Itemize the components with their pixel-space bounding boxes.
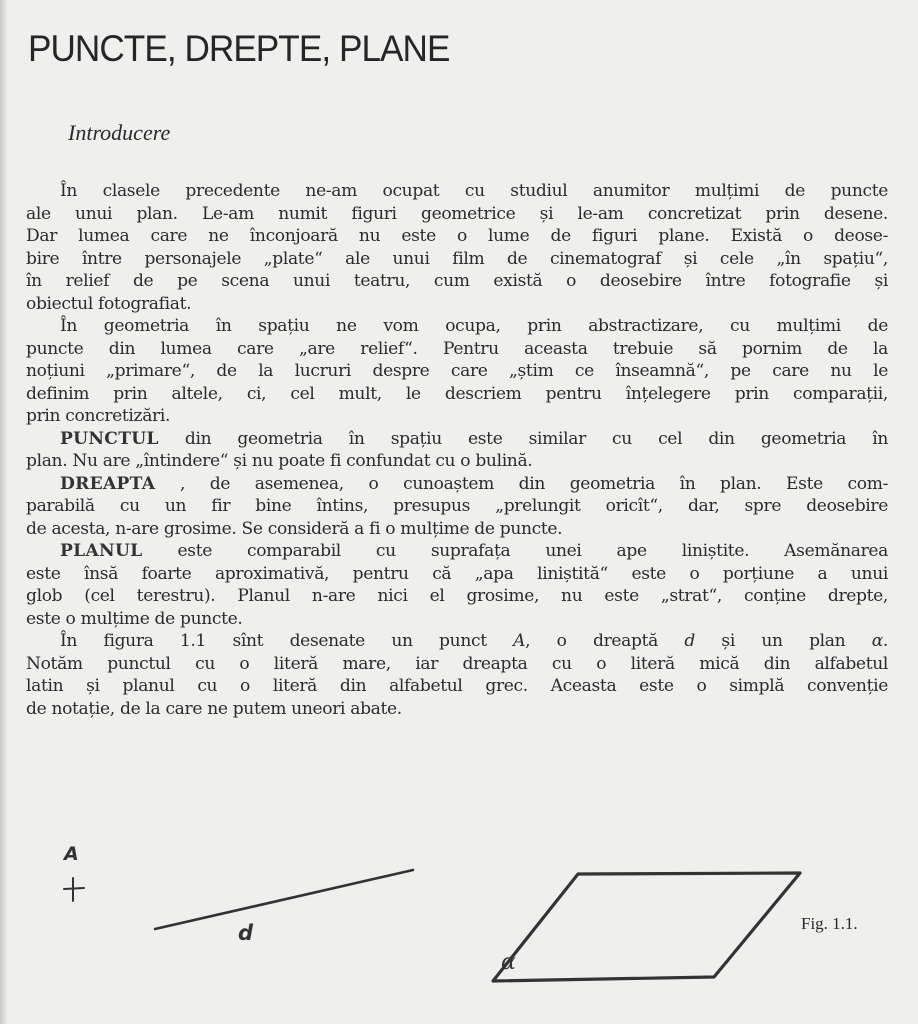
text-line bbox=[26, 473, 888, 496]
plane-alpha-parallelogram bbox=[493, 873, 800, 981]
text-line bbox=[26, 540, 888, 563]
text-line: bire între personajele „plate“ ale unui film de cinematograf și cele „în spațiu“, bbox=[26, 248, 888, 269]
text-line: puncte din lumea care „are relief“. Pentru aceasta trebuie să pornim de la bbox=[26, 338, 888, 359]
text-line: Dar lumea care ne înconjoară nu este o lume de figuri plane. Există o deose- bbox=[26, 226, 888, 246]
text-line: în relief de pe scena unui teatru, cum există o deosebire între fotografie și bbox=[26, 271, 888, 291]
point-label-A: A bbox=[64, 843, 79, 865]
line-d bbox=[155, 870, 413, 929]
text-span: și un plan bbox=[694, 631, 872, 651]
text-line: În geometria în spațiu ne vom ocupa, prin abstractizare, cu mulțimi de bbox=[60, 316, 888, 336]
text-line: definim prin altele, ci, cel mult, le descriem pentru înțelegere prin comparații, bbox=[26, 383, 888, 404]
text-span: , o dreaptă bbox=[525, 631, 685, 651]
text-line: glob (cel terestru). Planul n-are nici el grosime, nu este „strat“, conține drepte, bbox=[26, 586, 888, 606]
text-line: plan. Nu are „întindere“ și nu poate fi confundat cu o bulină. bbox=[26, 451, 533, 471]
point-cross-icon bbox=[64, 878, 84, 901]
text-span: În figura 1.1 sînt desenate un punct bbox=[60, 631, 514, 651]
text-span: este comparabil cu suprafața unei ape liniștite. Asemănarea bbox=[142, 541, 888, 561]
text-line: de notație, de la care ne putem uneori abate. bbox=[26, 698, 402, 719]
text-span: , de asemenea, o cunoaștem din geometria în plan. Este com- bbox=[155, 473, 888, 494]
text-line: obiectul fotografiat. bbox=[26, 293, 192, 314]
section-subtitle: Introducere bbox=[68, 120, 171, 145]
text-line: În clasele precedente ne-am ocupat cu studiul anumitor mulțimi de puncte bbox=[60, 181, 888, 201]
text-line: de acesta, n-are grosime. Se consideră a fi o mulțime de puncte. bbox=[26, 518, 563, 539]
plane-label-alpha: α bbox=[501, 950, 516, 975]
text-line: noțiuni „primare“, de la lucruri despre care „știm ce înseamnă“, pe care nu le bbox=[26, 361, 888, 381]
body-text bbox=[26, 180, 888, 720]
text-line bbox=[26, 428, 888, 451]
text-line: ale unui plan. Le-am numit figuri geometrice și le-am concretizat prin desene. bbox=[26, 203, 888, 224]
symbol-alpha: α bbox=[871, 631, 883, 651]
figure-caption: Fig. 1.1. bbox=[801, 914, 858, 933]
text-line: prin concretizări. bbox=[26, 406, 171, 426]
chapter-title: PUNCTE, DREPTE, PLANE bbox=[28, 28, 450, 69]
figure-1-1 bbox=[0, 830, 918, 1024]
text-line: este însă foarte aproximativă, pentru că „apa liniștită“ este o porțiune a unui bbox=[26, 563, 888, 584]
text-line: parabilă cu un fir bine întins, presupus „prelungit oricît“, dar, spre deosebire bbox=[26, 496, 888, 516]
line-label-d: d bbox=[238, 921, 254, 945]
text-line: Notăm punctul cu o literă mare, iar dreapta cu o literă mică din alfabetul bbox=[26, 653, 888, 674]
term-punctul: PUNCTUL bbox=[60, 428, 159, 449]
text-span: din geometria în spațiu este similar cu cel din geometria în bbox=[158, 428, 888, 449]
text-line: este o mulțime de puncte. bbox=[26, 608, 243, 629]
term-planul: PLANUL bbox=[60, 541, 143, 561]
symbol-A: A bbox=[513, 631, 526, 651]
text-span: . bbox=[882, 631, 889, 651]
text-line: latin și planul cu o literă din alfabetul grec. Aceasta este o simplă convenție bbox=[26, 676, 888, 696]
symbol-d: d bbox=[684, 631, 695, 651]
term-dreapta: DREAPTA bbox=[60, 473, 156, 494]
text-line bbox=[26, 630, 888, 653]
